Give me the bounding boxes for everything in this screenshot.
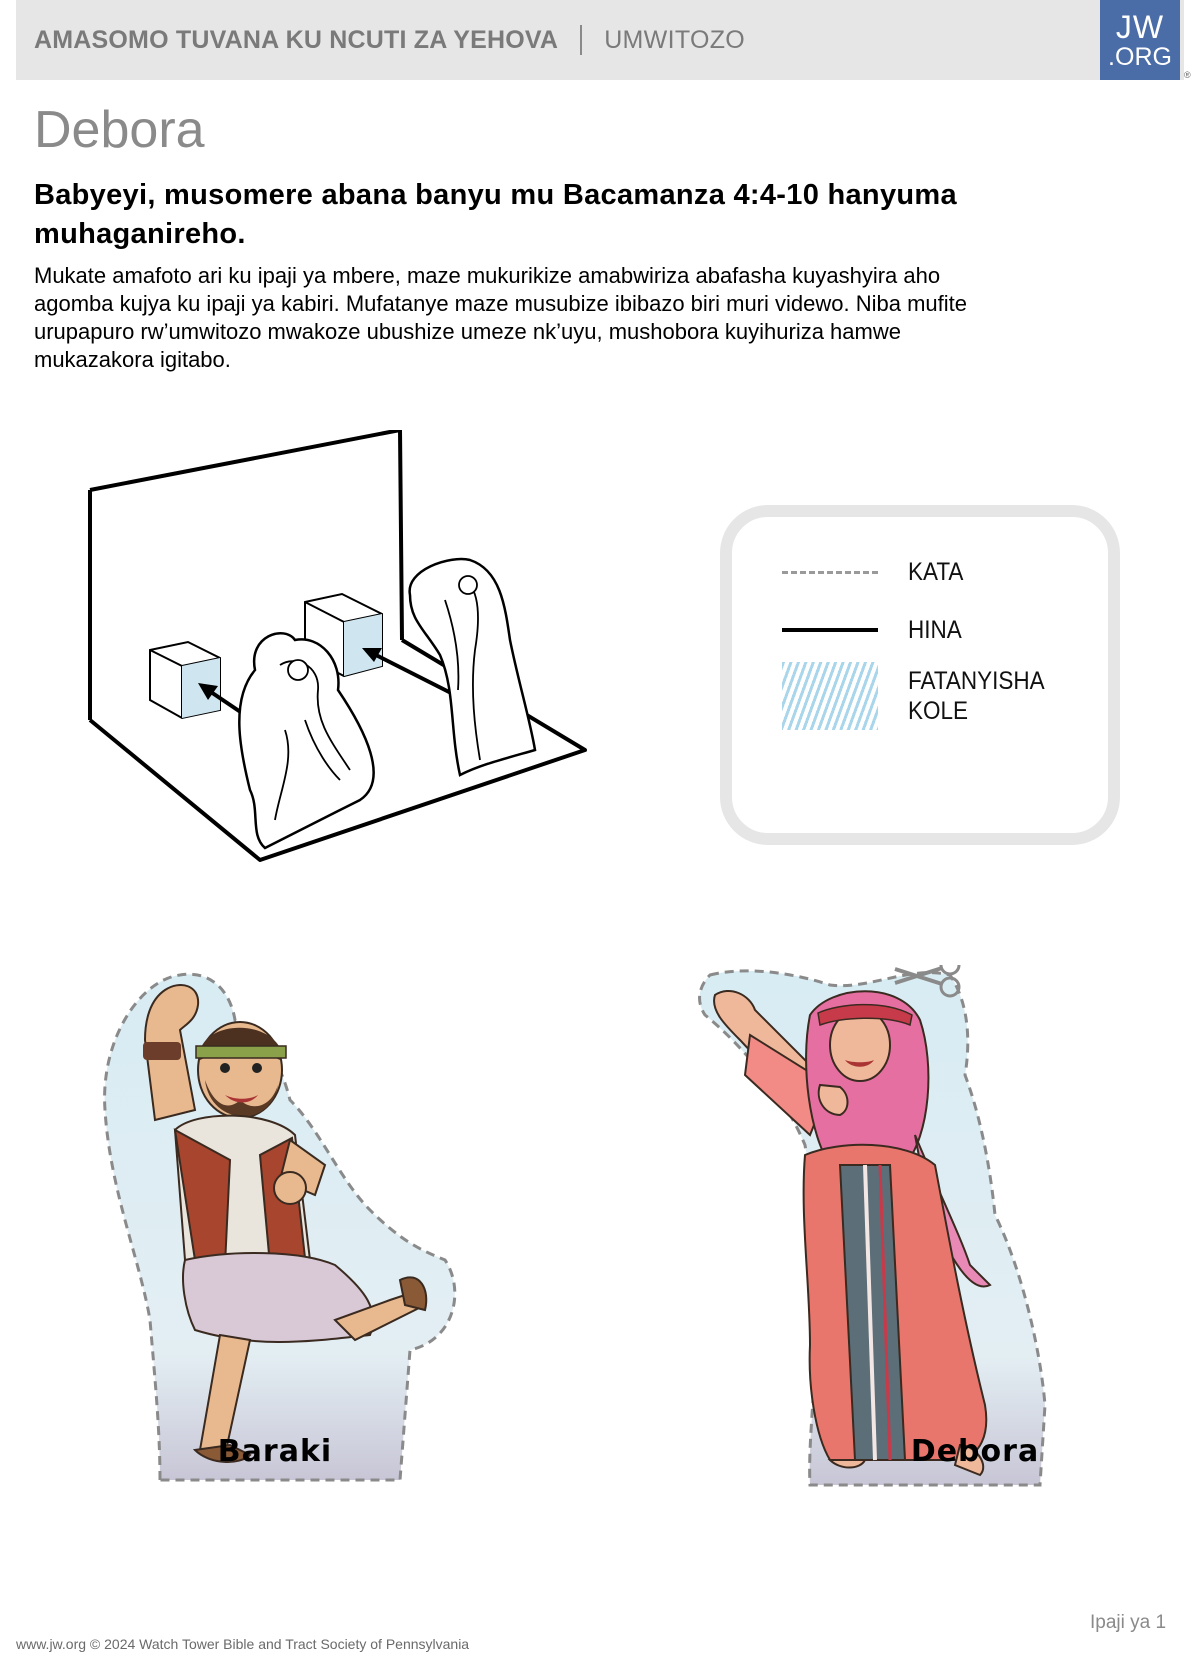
page-number: Ipaji ya 1 <box>1090 1612 1167 1633</box>
left-box-icon <box>150 642 220 718</box>
header-separator <box>580 25 582 55</box>
registered-mark: ® <box>1184 70 1191 80</box>
legend-row-cut <box>782 557 970 587</box>
header-bar <box>16 0 1184 80</box>
figure-name-right: Debora <box>910 1434 1040 1469</box>
legend-box <box>720 505 1120 845</box>
logo-text-org: .ORG <box>1108 42 1172 71</box>
legend-row-glue <box>782 662 1060 730</box>
glue-hatch-icon <box>782 662 878 730</box>
legend-label-fold: HINA <box>908 616 962 644</box>
subtitle: Babyeyi, musomere abana banyu mu Bacamanza 4:4-10 hanyuma muhaganireho. <box>34 179 957 250</box>
legend-label-glue-2: KOLE <box>908 697 969 725</box>
logo-text-jw: JW <box>1115 8 1165 45</box>
legend-row-fold <box>782 615 968 645</box>
document-type: UMWITOZO <box>604 25 746 54</box>
solid-line-icon <box>782 628 878 632</box>
dashed-line-icon <box>782 571 878 574</box>
jw-org-logo[interactable] <box>1100 0 1180 80</box>
legend-label-cut: KATA <box>908 558 964 586</box>
legend-label-glue-1: FATANYISHA <box>908 667 1045 695</box>
page-title: Debora <box>34 101 205 159</box>
series-title: AMASOMO TUVANA KU NCUTI ZA YEHOVA <box>34 25 559 54</box>
assembly-diagram <box>80 430 630 930</box>
copyright-footer: www.jw.org © 2024 Watch Tower Bible and Tract Society of Pennsylvania <box>16 1636 470 1652</box>
figure-name-left: Baraki <box>217 1434 333 1469</box>
instructions: Mukate amafoto ari ku ipaji ya mbere, maze mukurikize amabwiriza abafasha kuyashyira aho agomba kujya ku ipaji ya kabiri. Mufatanye maze musubize ibibazo biri muri videwo. Niba mufite urupapuro rw’umwitozo mwakoze ubushize umeze nk’uyu, mushobora kuyihuriza hamwe mukazakora igitabo. <box>34 263 967 372</box>
